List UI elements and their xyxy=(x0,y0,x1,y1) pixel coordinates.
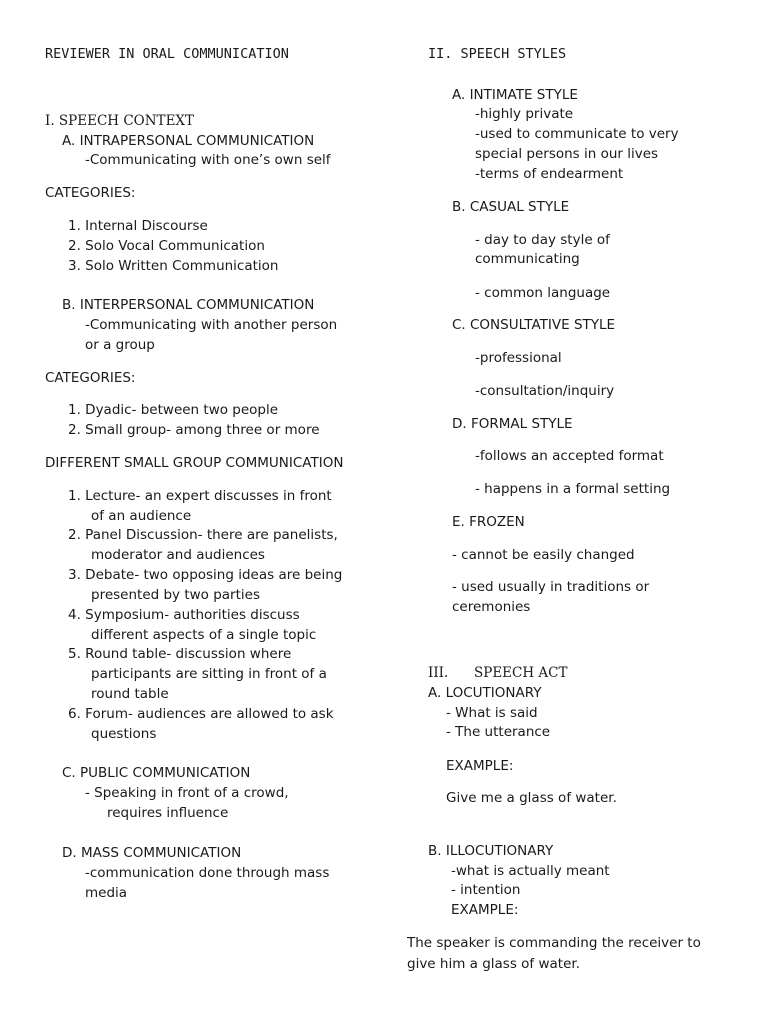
list-item: 1. Internal Discourse xyxy=(68,218,208,234)
public-comm-title: C. PUBLIC COMMUNICATION xyxy=(62,765,251,781)
list-item: 3. Debate- two opposing ideas are being xyxy=(68,567,343,583)
style-line: - used usually in traditions or xyxy=(452,579,650,595)
act-line: - intention xyxy=(451,882,521,898)
example-text: Give me a glass of water. xyxy=(446,790,617,806)
mass-comm-desc: media xyxy=(85,885,128,901)
mass-comm-title: D. MASS COMMUNICATION xyxy=(62,845,242,861)
style-line: ceremonies xyxy=(452,599,531,615)
intrapersonal-desc: -Communicating with one’s own self xyxy=(85,152,331,168)
list-item: 3. Solo Written Communication xyxy=(68,258,279,274)
list-item-cont: of an audience xyxy=(91,508,192,524)
small-group-heading: DIFFERENT SMALL GROUP COMMUNICATION xyxy=(45,455,344,471)
style-line: communicating xyxy=(475,251,580,267)
example-text: give him a glass of water. xyxy=(407,956,580,972)
illocutionary-title: B. ILLOCUTIONARY xyxy=(428,843,554,859)
section-3-heading: SPEECH ACT xyxy=(474,665,568,681)
public-comm-desc: - Speaking in front of a crowd, xyxy=(85,785,289,801)
mass-comm-desc: -communication done through mass xyxy=(85,865,330,881)
list-item: 2. Panel Discussion- there are panelists, xyxy=(68,527,338,543)
casual-style-title: B. CASUAL STYLE xyxy=(452,199,570,215)
style-line: - happens in a formal setting xyxy=(475,481,671,497)
style-line: special persons in our lives xyxy=(475,146,659,162)
list-item-cont: questions xyxy=(91,726,157,742)
example-label: EXAMPLE: xyxy=(446,758,514,774)
categories-label-1: CATEGORIES: xyxy=(45,185,136,201)
consultative-style-title: C. CONSULTATIVE STYLE xyxy=(452,317,616,333)
list-item: 6. Forum- audiences are allowed to ask xyxy=(68,706,334,722)
categories-label-2: CATEGORIES: xyxy=(45,370,136,386)
style-line: -highly private xyxy=(475,106,574,122)
act-line: - The utterance xyxy=(446,724,551,740)
formal-style-title: D. FORMAL STYLE xyxy=(452,416,573,432)
list-item-cont: round table xyxy=(91,686,169,702)
style-line: -terms of endearment xyxy=(475,166,624,182)
example-text: The speaker is commanding the receiver to xyxy=(407,935,701,951)
section-1-heading: I. SPEECH CONTEXT xyxy=(45,113,195,129)
list-item-cont: moderator and audiences xyxy=(91,547,265,563)
list-item-cont: different aspects of a single topic xyxy=(91,627,317,643)
style-line: -used to communicate to very xyxy=(475,126,679,142)
list-item-cont: participants are sitting in front of a xyxy=(91,666,327,682)
intimate-style-title: A. INTIMATE STYLE xyxy=(452,87,578,103)
interpersonal-desc: or a group xyxy=(85,337,155,353)
public-comm-desc: requires influence xyxy=(107,805,229,821)
locutionary-title: A. LOCUTIONARY xyxy=(428,685,542,701)
style-line: - day to day style of xyxy=(475,232,610,248)
style-line: -follows an accepted format xyxy=(475,448,664,464)
document-title: REVIEWER IN ORAL COMMUNICATION xyxy=(45,46,289,62)
list-item: 5. Round table- discussion where xyxy=(68,646,292,662)
style-line: - cannot be easily changed xyxy=(452,547,635,563)
style-line: - common language xyxy=(475,285,611,301)
example-label: EXAMPLE: xyxy=(451,902,519,918)
intrapersonal-title: A. INTRAPERSONAL COMMUNICATION xyxy=(62,133,315,149)
list-item: 2. Small group- among three or more xyxy=(68,422,320,438)
interpersonal-desc: -Communicating with another person xyxy=(85,317,338,333)
frozen-style-title: E. FROZEN xyxy=(452,514,525,530)
list-item: 1. Lecture- an expert discusses in front xyxy=(68,488,332,504)
style-line: -professional xyxy=(475,350,562,366)
list-item-cont: presented by two parties xyxy=(91,587,260,603)
list-item: 1. Dyadic- between two people xyxy=(68,402,279,418)
section-3-heading-num: III. xyxy=(428,665,449,681)
list-item: 4. Symposium- authorities discuss xyxy=(68,607,300,623)
section-2-heading: II. SPEECH STYLES xyxy=(428,46,567,62)
style-line: -consultation/inquiry xyxy=(475,383,615,399)
act-line: -what is actually meant xyxy=(451,863,610,879)
act-line: - What is said xyxy=(446,705,538,721)
interpersonal-title: B. INTERPERSONAL COMMUNICATION xyxy=(62,297,315,313)
list-item: 2. Solo Vocal Communication xyxy=(68,238,265,254)
